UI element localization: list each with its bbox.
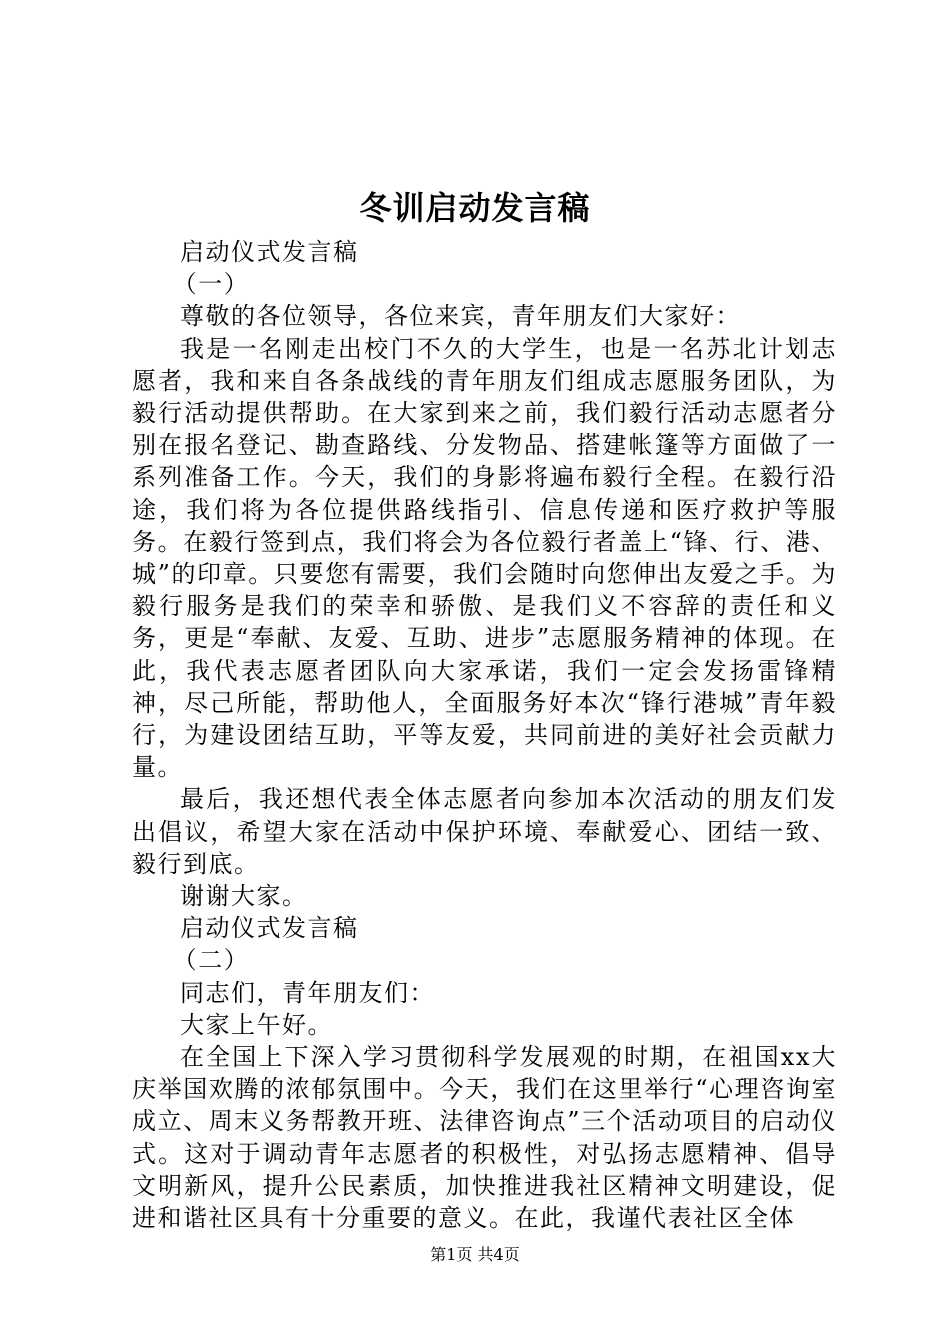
body-paragraph: 我是一名刚走出校门不久的大学生，也是一名苏北计划志愿者，我和来自各条战线的青年朋友们组成志愿服务团队，为毅行活动提供帮助。在大家到来之前，我们毅行活动志愿者分别在报名登记、勘查路线、分发物品、搭建帐篷等方面做了一系列准备工作。今天，我们的身影将遍布毅行全程。在毅行沿途，我们将为各位提供路线指引、信息传递和医疗救护等服务。在毅行签到点，我们将会为各位毅行者盖上“锋、行、港、城”的印章。只要您有需要，我们会随时向您伸出友爱之手。为毅行服务是我们的荣幸和骄傲、是我们义不容辞的责任和义务，更是“奉献、友爱、互助、进步”志愿服务精神的体现。在此，我代表志愿者团队向大家承诺，我们一定会发扬雷锋精神，尽己所能，帮助他人，全面服务好本次“锋行港城”青年毅行，为建设团结互助，平等友爱，共同前进的美好社会贡献力量。 bbox=[132, 334, 837, 782]
page-footer: 第1页 共4页 bbox=[430, 1245, 520, 1264]
salutation: 尊敬的各位领导，各位来宾，青年朋友们大家好： bbox=[180, 302, 741, 331]
section-number: （二） bbox=[172, 946, 250, 975]
closing-line: 谢谢大家。 bbox=[180, 882, 308, 911]
body-paragraph: 在全国上下深入学习贯彻科学发展观的时期，在祖国xx大庆举国欢腾的浓郁氛围中。今天，我们在这里举行“心理咨询室成立、周末义务帮教开班、法律咨询点”三个活动项目的启动仪式。这对于调动青年志愿者的积极性，对弘扬志愿精神、倡导文明新风，提升公民素质，加快推进我社区精神文明建设，促进和谐社区具有十分重要的意义。在此，我谨代表社区全体 bbox=[132, 1043, 837, 1233]
salutation: 同志们，青年朋友们： bbox=[180, 978, 435, 1007]
greeting-line: 大家上午好。 bbox=[180, 1010, 333, 1039]
section-heading: 启动仪式发言稿 bbox=[180, 238, 359, 266]
section-heading: 启动仪式发言稿 bbox=[180, 914, 359, 943]
document-body bbox=[132, 236, 837, 1234]
section-number: （一） bbox=[172, 270, 250, 299]
body-paragraph: 最后，我还想代表全体志愿者向参加本次活动的朋友们发出倡议，希望大家在活动中保护环境、奉献爱心、团结一致、毅行到底。 bbox=[132, 785, 837, 878]
document-title: 冬训启动发言稿 bbox=[359, 189, 591, 227]
